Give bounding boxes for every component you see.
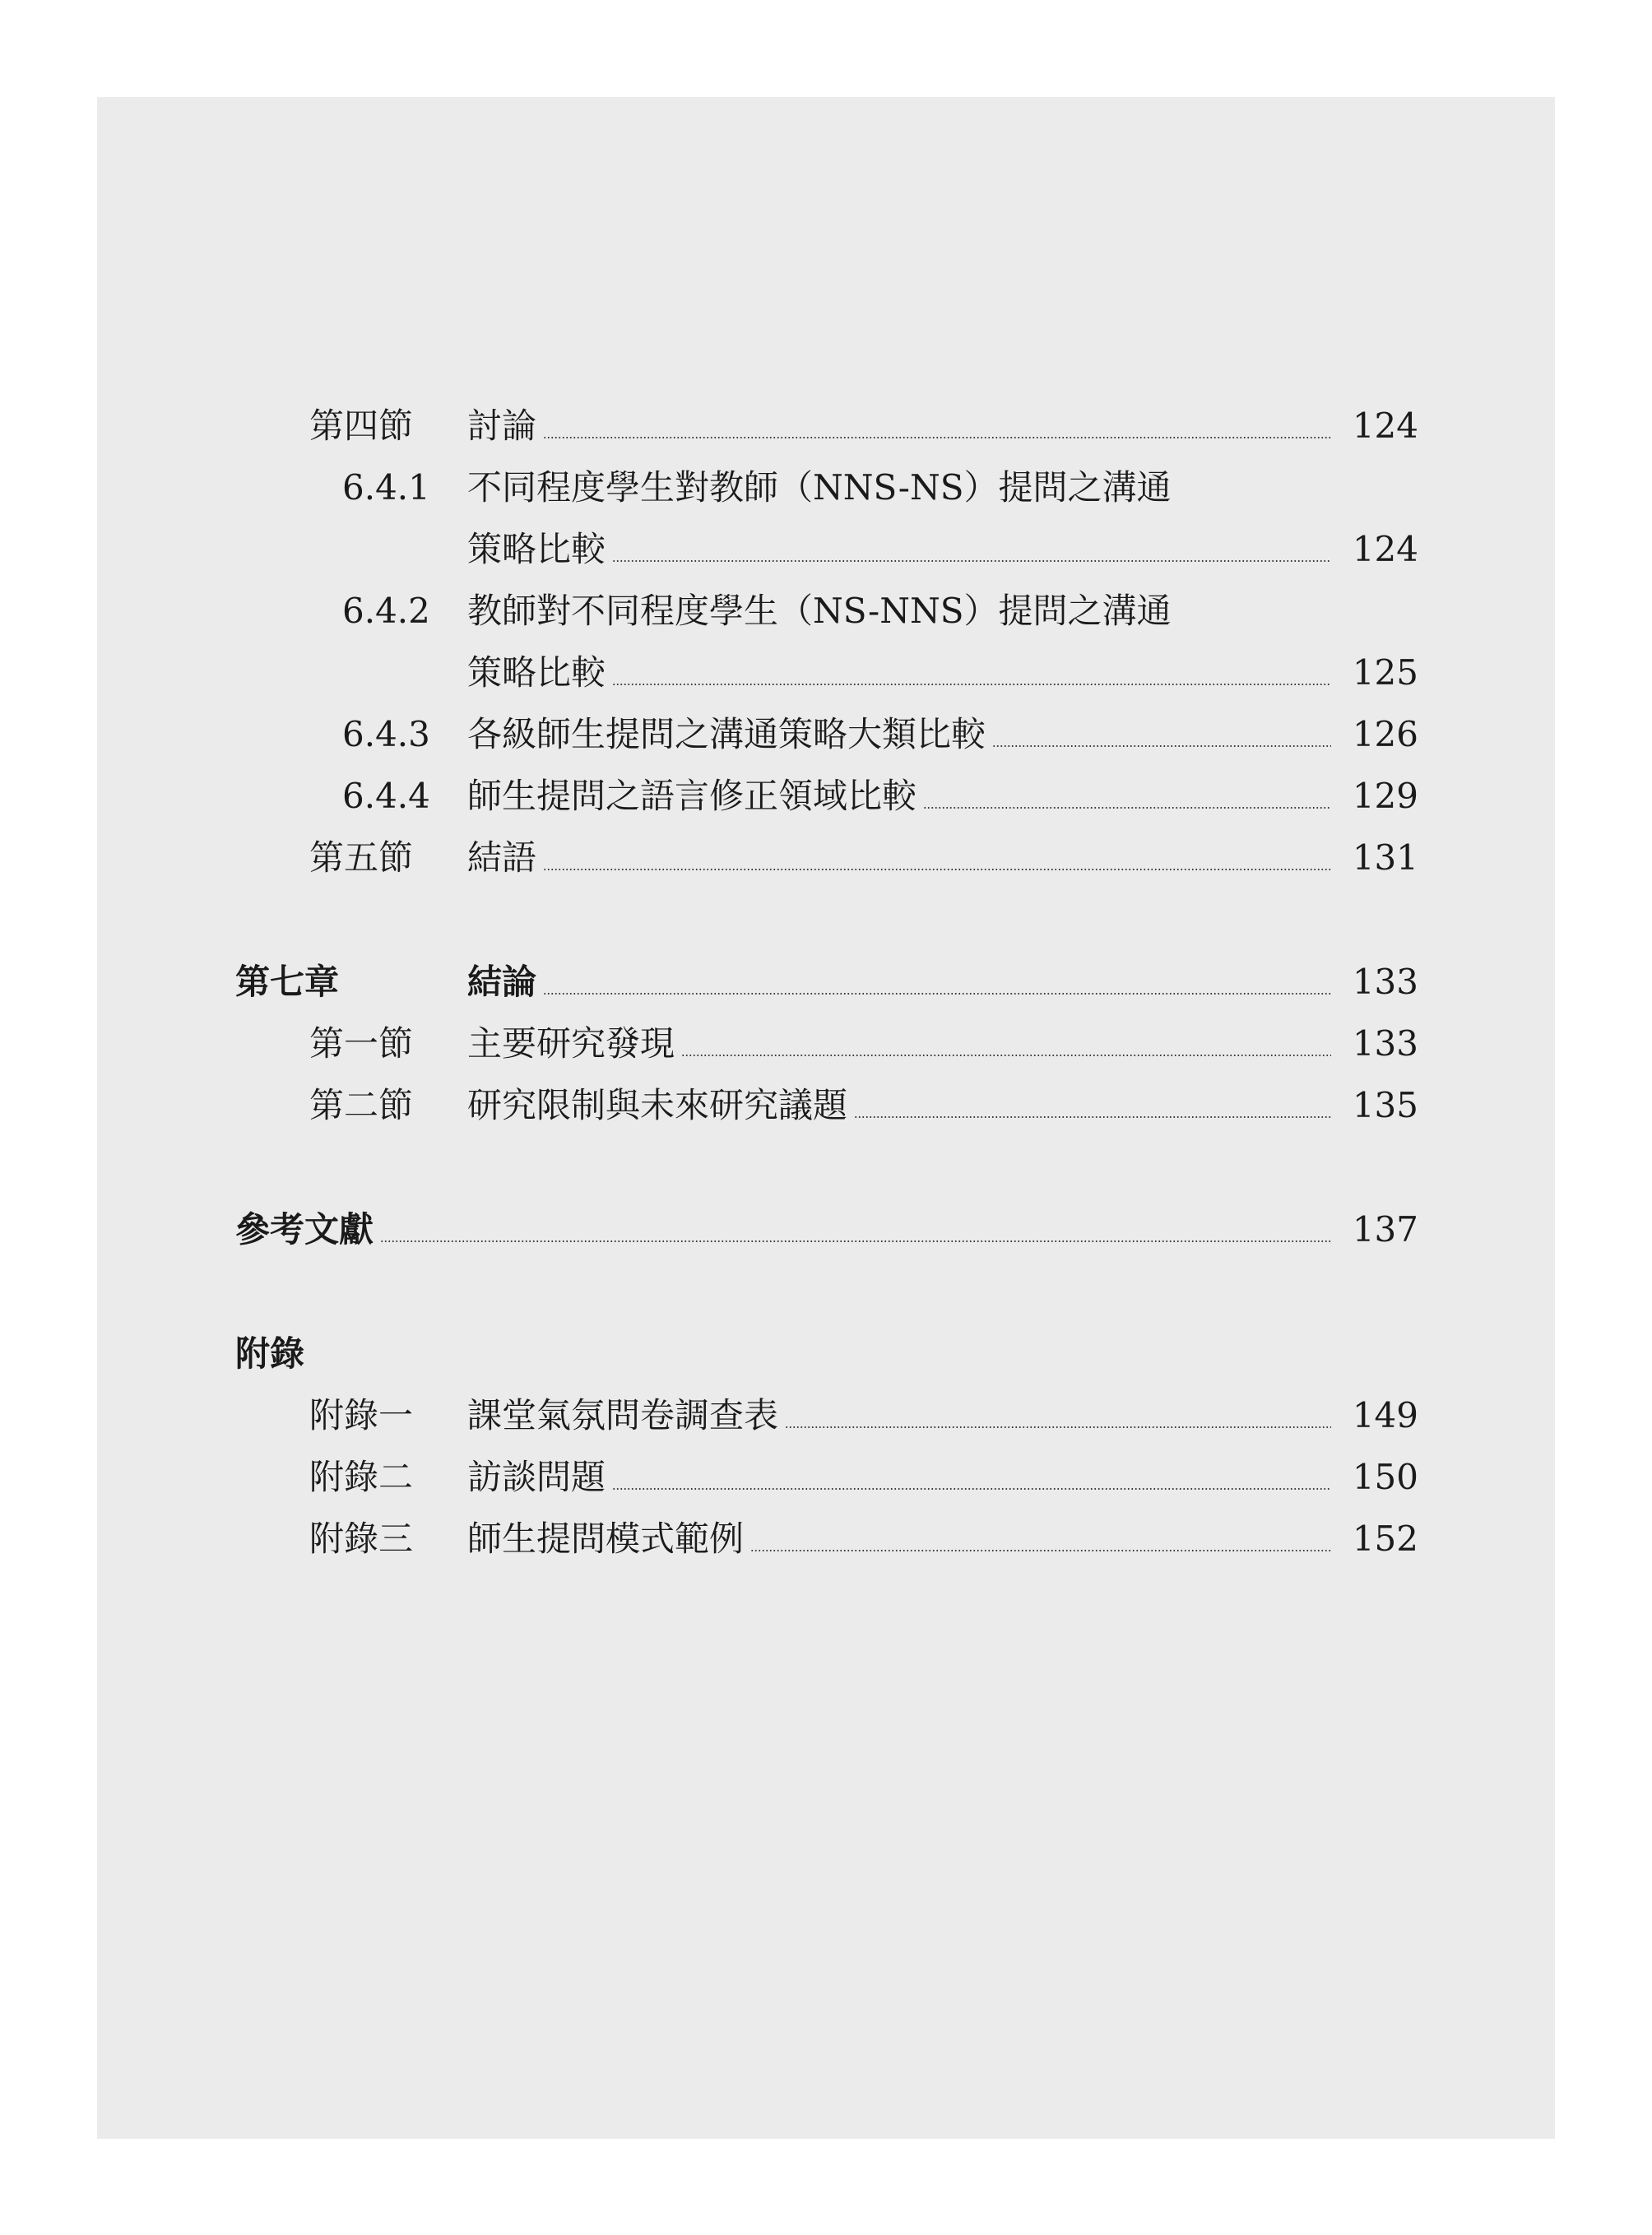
toc-page-number: 149 xyxy=(1352,1395,1418,1435)
toc-subsection-title-continued: 策略比較 xyxy=(467,652,606,693)
toc-leader-dots xyxy=(750,1550,1331,1551)
toc-page-number: 126 xyxy=(1352,714,1418,754)
toc-subsection-number: 6.4.1 xyxy=(342,467,430,508)
toc-page-number: 152 xyxy=(1352,1519,1418,1559)
toc-page-number: 135 xyxy=(1352,1085,1418,1125)
toc-section-title: 主要研究發現 xyxy=(467,1023,675,1064)
toc-subsection-title: 不同程度學生對教師（NNS-NS）提問之溝通 xyxy=(467,467,1172,508)
toc-leader-dots xyxy=(543,869,1331,870)
toc-entry-chapter-7 xyxy=(235,958,1418,1007)
toc-section-title: 結語 xyxy=(467,837,537,878)
toc-subsection-title: 各級師生提問之溝通策略大類比較 xyxy=(467,714,986,754)
toc-leader-dots xyxy=(612,684,1331,685)
toc-section-label: 第二節 xyxy=(309,1085,414,1125)
toc-appendix-title: 師生提問模式範例 xyxy=(467,1519,745,1559)
toc-leader-dots xyxy=(992,745,1331,747)
toc-chapter-title: 結論 xyxy=(467,962,537,1002)
toc-references-title: 參考文獻 xyxy=(235,1209,374,1250)
toc-leader-dots xyxy=(380,1240,1331,1242)
toc-section-label: 第五節 xyxy=(309,837,414,878)
toc-leader-dots xyxy=(854,1116,1331,1118)
toc-entry-appendix-3 xyxy=(235,1514,1418,1564)
toc-entry-section-5 xyxy=(235,833,1418,883)
toc-page-number: 137 xyxy=(1352,1209,1418,1250)
toc-leader-dots xyxy=(923,807,1331,809)
toc-entry-ch7-section-1 xyxy=(235,1019,1418,1069)
toc-subsection-number: 6.4.4 xyxy=(342,776,430,816)
toc-appendix-title: 訪談問題 xyxy=(467,1457,606,1497)
toc-appendix-label: 附錄二 xyxy=(309,1457,414,1497)
toc-subsection-number: 6.4.3 xyxy=(342,714,430,754)
toc-entry-6-4-2 xyxy=(235,587,1418,636)
toc-page-number: 150 xyxy=(1352,1457,1418,1497)
toc-subsection-title-continued: 策略比較 xyxy=(467,529,606,569)
toc-leader-dots xyxy=(543,437,1331,438)
toc-page-number: 129 xyxy=(1352,776,1418,816)
toc-leader-dots xyxy=(681,1055,1331,1056)
toc-section-label: 第四節 xyxy=(309,406,414,446)
toc-leader-dots xyxy=(612,560,1331,562)
toc-page-number: 133 xyxy=(1352,962,1418,1002)
toc-entry-references xyxy=(235,1205,1418,1254)
toc-page-number: 133 xyxy=(1352,1023,1418,1064)
toc-entry-appendix-heading xyxy=(235,1329,1418,1379)
toc-entry-6-4-4 xyxy=(235,772,1418,821)
toc-subsection-number: 6.4.2 xyxy=(342,591,430,631)
toc-entry-ch7-section-2 xyxy=(235,1081,1418,1130)
toc-leader-dots xyxy=(785,1426,1331,1428)
toc-leader-dots xyxy=(612,1488,1331,1490)
toc-page-number: 124 xyxy=(1352,406,1418,446)
toc-appendix-title: 課堂氣氛問卷調查表 xyxy=(467,1395,779,1435)
toc-page-number: 131 xyxy=(1352,837,1418,878)
toc-appendix-title: 附錄 xyxy=(235,1333,305,1374)
toc-entry-appendix-2 xyxy=(235,1453,1418,1502)
toc-subsection-title: 教師對不同程度學生（NS-NNS）提問之溝通 xyxy=(467,591,1172,631)
toc-chapter-label: 第七章 xyxy=(235,962,340,1002)
toc-entry-6-4-2-continued xyxy=(235,648,1418,698)
toc-section-title: 討論 xyxy=(467,406,537,446)
toc-appendix-label: 附錄一 xyxy=(309,1395,414,1435)
toc-page-number: 124 xyxy=(1352,529,1418,569)
toc-entry-6-4-3 xyxy=(235,710,1418,759)
toc-entry-6-4-1-continued xyxy=(235,525,1418,574)
toc-entry-appendix-1 xyxy=(235,1391,1418,1440)
toc-appendix-label: 附錄三 xyxy=(309,1519,414,1559)
toc-entry-section-4 xyxy=(235,401,1418,451)
toc-entry-6-4-1 xyxy=(235,463,1418,512)
toc-subsection-title: 師生提問之語言修正領域比較 xyxy=(467,776,917,816)
toc-leader-dots xyxy=(543,993,1331,995)
toc-page-number: 125 xyxy=(1352,652,1418,693)
toc-section-label: 第一節 xyxy=(309,1023,414,1064)
toc-section-title: 研究限制與未來研究議題 xyxy=(467,1085,848,1125)
